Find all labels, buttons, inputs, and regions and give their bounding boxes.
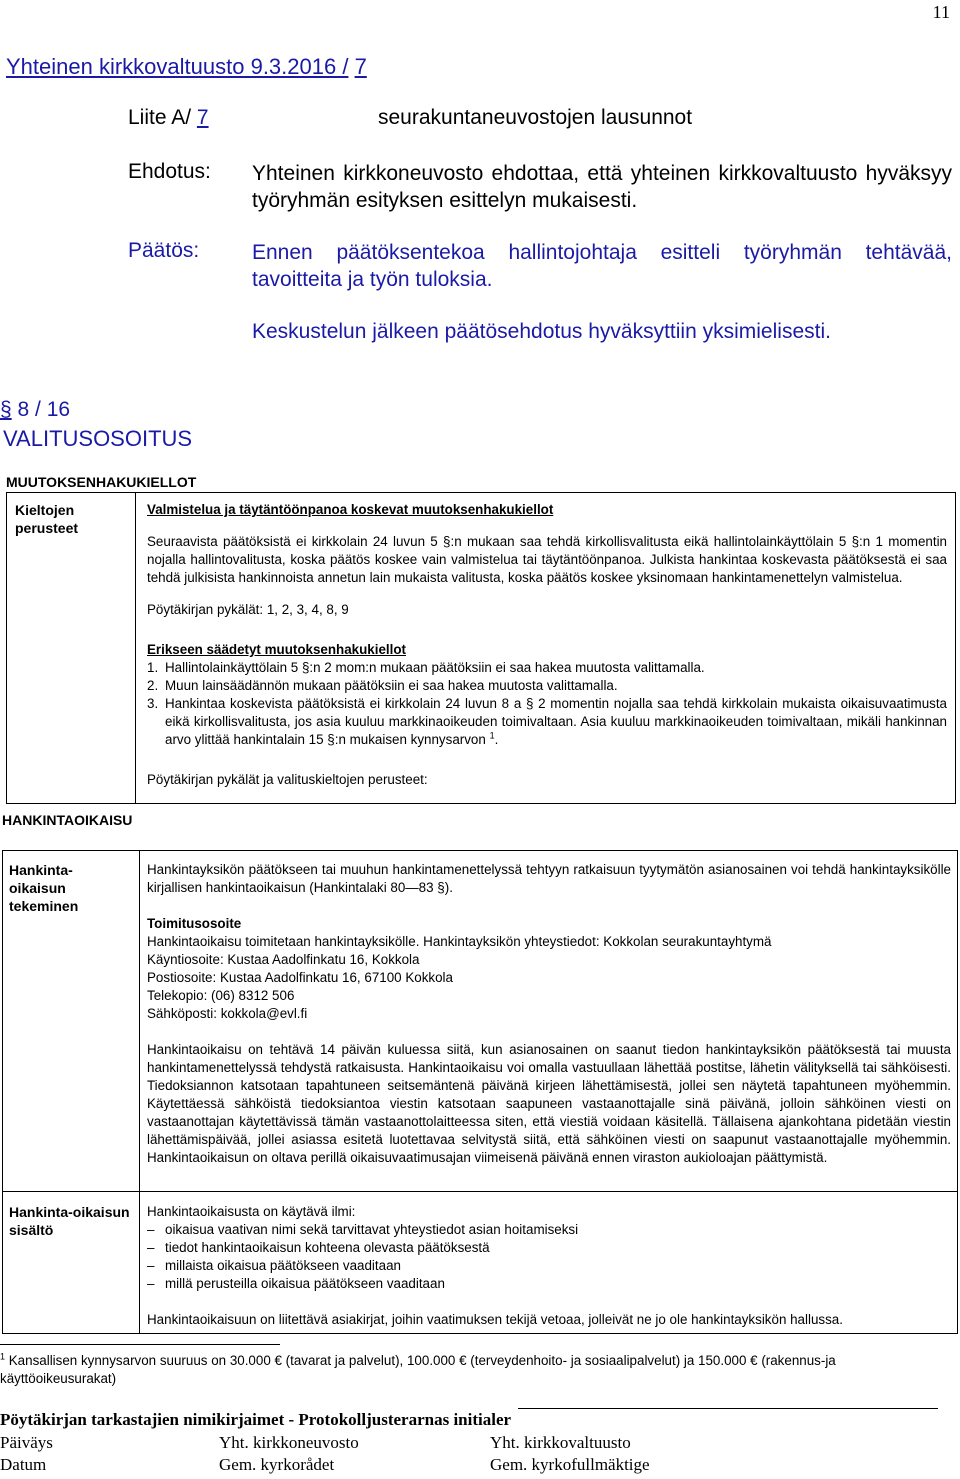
signature-col3-row1: Yht. kirkkovaltuusto — [490, 1433, 631, 1452]
list-item — [147, 659, 947, 677]
section-title: VALITUSOSOITUS — [3, 426, 193, 451]
list-item-text: Hallintolainkäyttölain 5 §:n 2 mom:n mukaan päätöksiin ei saa hakea muutosta valittamalla. — [165, 660, 705, 675]
liite-value: seurakuntaneuvostojen lausunnot — [378, 106, 693, 129]
muutoksen-list — [147, 659, 947, 749]
signature-col1-row1: Päiväys — [0, 1433, 53, 1452]
liite-label — [128, 106, 209, 130]
ehdotus-text: Yhteinen kirkkoneuvosto ehdottaa, että yhteinen kirkkovaltuusto hyväksyy työryhmän esityksen esittelyn mukaisesti. — [252, 162, 952, 212]
toimitus-line: Telekopio: (06) 8312 506 — [147, 988, 295, 1003]
dash-icon: – — [147, 1258, 155, 1273]
footnote-ref[interactable]: 1 — [489, 730, 495, 741]
dash-icon: – — [147, 1240, 155, 1255]
toimitus-email[interactable]: Sähköposti: kokkola@evl.fi — [147, 1006, 308, 1021]
signature-line — [518, 1408, 938, 1409]
footnote-text: Kansallisen kynnysarvon suuruus on 30.000 € (tavarat ja palvelut), 100.000 € (terveydenhoito- ja sosiaalipalvelut) ja 150.000 € (rakennus-ja käyttöoikeusurakat) — [0, 1353, 836, 1386]
paatos-label: Päätös: — [128, 239, 200, 262]
hankinta-heading: HANKINTAOIKAISU — [2, 812, 133, 828]
section-sign: § — [0, 398, 12, 421]
table-row-divider — [3, 1191, 957, 1192]
signature-col3-row2: Gem. kyrkofullmäktige — [490, 1455, 650, 1474]
liite-number-link[interactable]: 7 — [196, 106, 209, 129]
hankinta-p1: Hankintayksikön päätökseen tai muuhun hankintamenettelyssä tehtyyn ratkaisuun tyytymätön asianosainen voi tehdä hankintayksikölle kirjallisen hankintaoikaisun (Hankintalaki 80—83 §). — [147, 862, 951, 895]
list-item — [147, 1275, 951, 1293]
footnote — [0, 1352, 948, 1388]
hankinta-p2: Hankintaoikaisu on tehtävä 14 päivän kuluessa siitä, kun asianosainen on saanut tiedon hankintayksikön päätöksestä tai muusta hankintamenettelyssä tehdystä ratkaisusta. Hankintaoikaisu voi omalla vastuullaan lähettää postitse, lähetin välityksellä tai sähköisesti. Tiedoksiannon katsotaan tapahtuneen seitsemäntenä päivänä kirjeen lähettämisestä, jollei sen näytetä tapahtuneen myöhemmin. Käytettäessä sähköistä tiedoksiantoa viestin katsotaan saapuneen vastaanottajalle sinä päivänä, jolloin sähköinen viesti on vastaanottajan käytettävissä tämän vastaanottolaitteessa siten, että viestiä voidaan käsitellä. Tällaisena ajankohtana pidetään viestin lähettämispäivää, jollei asiassa esitetä luotettavaa selvitystä siitä, että sähköinen viesti on saapunut vastaanottajalle myöhemmin. Hankintaoikaisun on oltava perillä oikaisuvaatimusajan viimeisenä päivänä ennen viraston aukioloajan päättymistä. — [147, 1042, 951, 1165]
dash-icon: – — [147, 1222, 155, 1237]
hankinta-p4: Hankintaoikaisuun on liitettävä asiakirjat, joihin vaatimuksen tekijä vetoaa, jolleivät ne jo ole hankintayksikön hallussa. — [147, 1312, 843, 1327]
hankinta-table — [2, 850, 958, 1334]
list-item-text: oikaisua vaativan nimi sekä tarvittavat yhteystiedot asian hoitamiseksi — [165, 1222, 579, 1237]
table-divider — [135, 493, 136, 803]
list-item-number: 1. — [147, 660, 159, 675]
muutoksen-sub2: Erikseen säädetyt muutoksenhakukiellot — [147, 642, 406, 657]
muutoksen-para2: Pöytäkirjan pykälät: 1, 2, 3, 4, 8, 9 — [147, 602, 349, 617]
paatos-result: Keskustelun jälkeen päätösehdotus hyväksyttiin yksimielisesti. — [252, 320, 831, 343]
liite-label-text: Liite A/ — [128, 106, 192, 129]
list-item-text: Muun lainsäädännön mukaan päätöksiin ei saa hakea muutosta valittamalla. — [165, 678, 618, 693]
signature-col1-row2: Datum — [0, 1455, 47, 1474]
ehdotus-label: Ehdotus: — [128, 160, 211, 183]
list-item-text: millä perusteilla oikaisua päätökseen vaaditaan — [165, 1276, 445, 1291]
hankinta-dash-list — [147, 1221, 951, 1293]
signature-col2-row2: Gem. kyrkorådet — [219, 1455, 335, 1474]
list-item-text: millaista oikaisua päätökseen vaaditaan — [165, 1258, 401, 1273]
header-link-prefix[interactable]: Yhteinen kirkkovaltuusto 9.3.2016 / — [6, 54, 349, 79]
list-item — [147, 1239, 951, 1257]
list-item-number: 3. — [147, 696, 159, 711]
table-divider — [139, 851, 140, 1333]
hankinta-label-2: Hankinta-oikaisun sisältö — [9, 1204, 130, 1238]
muutoksen-para1: Seuraavista päätöksistä ei kirkkolain 24 luvun 5 §:n mukaan saa tehdä kirkollisvalitusta eikä hallintolainkäyttölain 5 §:n 1 momentin nojalla hallintovalitusta, koska päätös koskee vain valmistelua tai täytäntöönpanoa. Julkista hankintaa koskevasta päätöksestä ei saa tehdä julkisista hankinnoista annetun lain mukaista valitusta, koska päätös koskee yksinomaan hankintamenettelyn valmistelua. — [147, 534, 947, 585]
list-item — [147, 1257, 951, 1275]
kieltojen-label: Kieltojen perusteet — [15, 502, 79, 536]
signature-title: Pöytäkirjan tarkastajien nimikirjaimet - Protokolljusterarnas initialer — [0, 1410, 512, 1429]
list-item-end: . — [494, 732, 499, 747]
muutoksen-content — [147, 501, 947, 789]
hankinta-label-1: Hankinta-oikaisun tekeminen — [9, 862, 79, 914]
footnote-number: 1 — [0, 1351, 6, 1362]
footnote-separator — [0, 1344, 280, 1345]
toimitus-line: Postiosoite: Kustaa Aadolfinkatu 16, 67100 Kokkola — [147, 970, 453, 985]
muutoksen-para3: Pöytäkirjan pykälät ja valituskieltojen perusteet: — [147, 772, 428, 787]
list-item — [147, 677, 947, 695]
muutoksen-table — [6, 492, 956, 804]
muutoksen-subtitle: Valmistelua ja täytäntöönpanoa koskevat muutoksenhakukiellot — [147, 502, 554, 517]
list-item — [147, 1221, 951, 1239]
list-item — [147, 695, 947, 749]
header-link[interactable] — [6, 54, 367, 80]
hankinta-p3: Hankintaoikaisusta on käytävä ilmi: — [147, 1204, 356, 1219]
section-number-text: 8 / 16 — [17, 398, 71, 421]
section-number — [0, 398, 70, 422]
list-item-text: Hankintaa koskevista päätöksistä ei kirkkolain 24 luvun 8 a § 2 momentin nojalla saa tehdä kirkkolain mukaista oikaisuvaatimusta eikä kirkollisvalitusta, jos asia kuuluu markkinaoikeuden toimivaltaan. Asia kuuluu markkinaoikeuden toimivaltaan, mikäli hankinnan arvo ylittää hankintalain 15 §:n mukaisen kynnysarvon — [165, 696, 947, 747]
toimitus-title: Toimitusosoite — [147, 916, 242, 931]
hankinta-content-2 — [147, 1203, 951, 1329]
page-number: 11 — [932, 2, 950, 22]
dash-icon: – — [147, 1276, 155, 1291]
toimitus-line: Käyntiosoite: Kustaa Aadolfinkatu 16, Kokkola — [147, 952, 420, 967]
toimitus-line: Hankintaoikaisu toimitetaan hankintayksikölle. Hankintayksikön yhteystiedot: Kokkolan seurakuntayhtymä — [147, 934, 772, 949]
list-item-number: 2. — [147, 678, 159, 693]
list-item-text: tiedot hankintaoikaisun kohteena olevasta päätöksestä — [165, 1240, 490, 1255]
header-link-suffix[interactable]: 7 — [354, 54, 367, 79]
hankinta-content-1 — [147, 861, 951, 1167]
paatos-text: Ennen päätöksentekoa hallintojohtaja esitteli työryhmän tehtävää, tavoitteita ja työn tuloksia. — [252, 241, 952, 291]
muutoksen-heading: MUUTOKSENHAKUKIELLOT — [6, 474, 197, 490]
signature-col2-row1: Yht. kirkkoneuvosto — [219, 1433, 359, 1452]
